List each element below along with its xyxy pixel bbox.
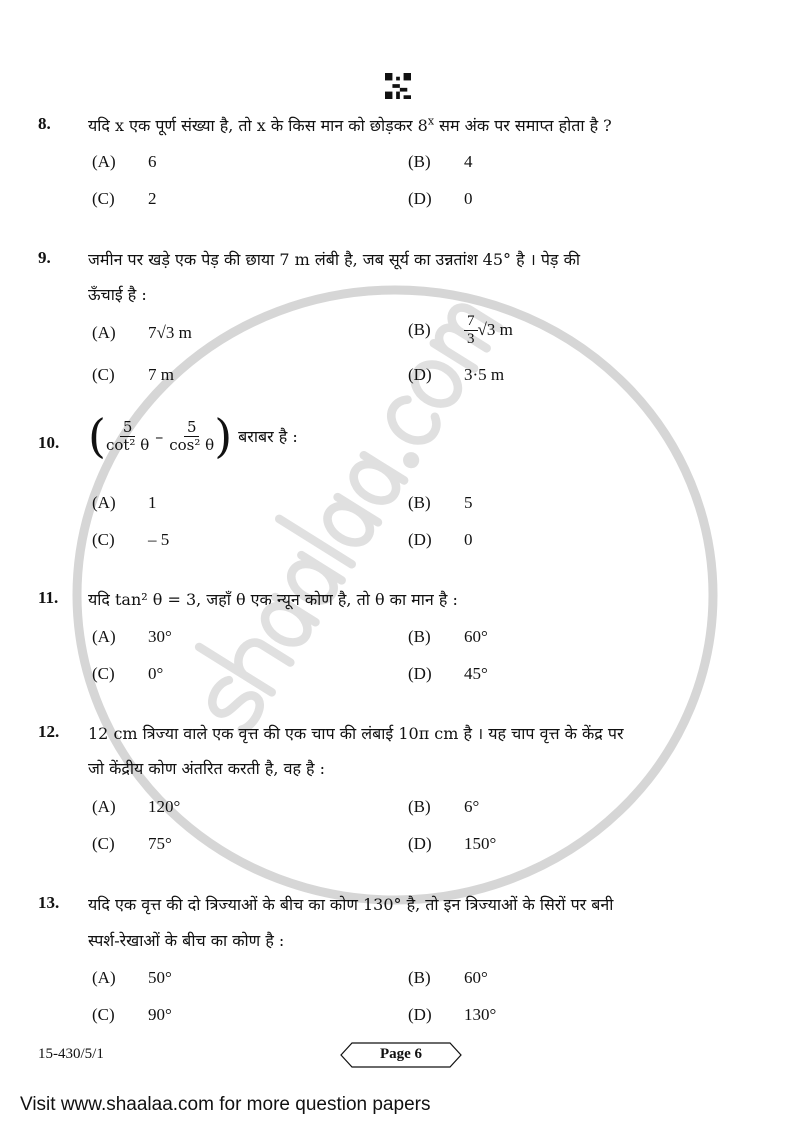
question-number: 8. (38, 114, 51, 133)
option-a[interactable] (92, 797, 180, 817)
option-label: (D) (408, 365, 432, 384)
question-number: 10. (38, 433, 60, 452)
option-d[interactable] (408, 664, 488, 684)
option-label: (C) (92, 189, 115, 208)
option-value: 75° (148, 834, 172, 853)
option-b[interactable] (408, 968, 488, 988)
option-a[interactable] (92, 493, 157, 513)
option-label: (B) (408, 152, 431, 171)
option-value: 3·5 m (464, 365, 505, 384)
option-d[interactable] (408, 530, 473, 550)
option-value: 30° (148, 627, 172, 646)
denominator: cot² θ (105, 435, 150, 454)
option-label: (A) (92, 152, 116, 171)
option-value: 7√3 m (148, 323, 192, 342)
option-label: (B) (408, 627, 431, 646)
question-text (88, 409, 298, 463)
option-b[interactable] (408, 493, 473, 513)
question-text-line2: स्पर्श-रेखाओं के बीच का कोण है : (88, 931, 285, 950)
option-label: (D) (408, 834, 432, 853)
option-label: (D) (408, 530, 432, 549)
option-b[interactable] (408, 797, 479, 817)
question-text-part: सम अंक पर समाप्त होता है ? (434, 116, 612, 135)
option-a[interactable] (92, 627, 172, 647)
option-value: 90° (148, 1005, 172, 1024)
option-label: (C) (92, 1005, 115, 1024)
page-number: Page 6 (379, 1046, 423, 1062)
option-a[interactable] (92, 323, 192, 343)
option-label: (B) (408, 320, 431, 339)
question-number: 11. (38, 588, 59, 607)
question-number: 13. (38, 893, 60, 912)
option-c[interactable] (92, 530, 169, 550)
option-c[interactable] (92, 1005, 172, 1025)
denominator: 3 (467, 330, 475, 347)
option-c[interactable] (92, 365, 174, 385)
option-label: (D) (408, 1005, 432, 1024)
numerator: 5 (120, 419, 136, 437)
question-text: यदि एक वृत्त की दो त्रिज्याओं के बीच का कोण 130° है, तो इन त्रिज्याओं के सिरों पर बनी (88, 895, 614, 914)
option-label: (C) (92, 664, 115, 683)
numerator: 7 (464, 313, 478, 331)
option-b[interactable] (408, 627, 488, 647)
question-text: जमीन पर खड़े एक पेड़ की छाया 7 m लंबी है, जब सूर्य का उन्नतांश 45° है । पेड़ की (88, 250, 581, 269)
fraction (464, 313, 478, 347)
option-value: 120° (148, 797, 181, 816)
denominator: cos² θ (169, 435, 215, 454)
option-value: 2 (148, 189, 157, 208)
numerator: 5 (184, 419, 200, 437)
question-text-tail: बराबर है : (238, 427, 298, 446)
option-value: 0 (464, 530, 473, 549)
option-value: 150° (464, 834, 497, 853)
option-label: (C) (92, 530, 115, 549)
option-a[interactable] (92, 968, 172, 988)
option-label: (B) (408, 968, 431, 987)
option-label: (D) (408, 664, 432, 683)
qr-code-icon (385, 73, 411, 99)
question-text-line2: जो केंद्रीय कोण अंतरित करती है, वह है : (88, 759, 326, 778)
question-text: 12 cm त्रिज्या वाले एक वृत्त की एक चाप की लंबाई 10π cm है । यह चाप वृत्त के केंद्र पर (88, 724, 624, 743)
fraction (169, 419, 214, 453)
option-label: (A) (92, 968, 116, 987)
question-number: 9. (38, 248, 51, 267)
option-value: 0 (464, 189, 473, 208)
option-value: 60° (464, 627, 488, 646)
paren-open: ( (88, 409, 106, 463)
option-d[interactable] (408, 189, 473, 209)
option-label: (A) (92, 493, 116, 512)
option-value: 6 (148, 152, 157, 171)
option-value: 0° (148, 664, 164, 683)
option-b[interactable] (408, 152, 473, 172)
paper-code: 15-430/5/1 (38, 1046, 104, 1062)
option-value: 60° (464, 968, 488, 987)
option-a[interactable] (92, 152, 157, 172)
option-label: (C) (92, 834, 115, 853)
option-value: 50° (148, 968, 172, 987)
option-b[interactable] (408, 313, 513, 347)
option-label: (A) (92, 323, 116, 342)
option-value: 7 m (148, 365, 174, 384)
option-c[interactable] (92, 664, 163, 684)
option-c[interactable] (92, 834, 172, 854)
option-label: (C) (92, 365, 115, 384)
option-value: 4 (464, 152, 473, 171)
question-text: यदि tan² θ = 3, जहाँ θ एक न्यून कोण है, तो θ का मान है : (88, 590, 458, 609)
fraction (106, 419, 149, 453)
option-c[interactable] (92, 189, 157, 209)
option-value: 45° (464, 664, 488, 683)
option-value: √3 m (477, 320, 513, 339)
option-d[interactable] (408, 1005, 496, 1025)
option-label: (A) (92, 627, 116, 646)
question-number: 12. (38, 722, 60, 741)
option-label: (B) (408, 797, 431, 816)
option-d[interactable] (408, 365, 504, 385)
option-value: – 5 (148, 530, 170, 549)
option-value: 5 (464, 493, 473, 512)
option-value: 130° (464, 1005, 497, 1024)
option-label: (A) (92, 797, 116, 816)
bottom-note: Visit www.shaalaa.com for more question papers (20, 1094, 431, 1115)
paren-close: ) (214, 409, 233, 463)
option-value: 1 (148, 493, 157, 512)
minus-sign: – (155, 426, 164, 446)
question-text-line2: ऊँचाई है : (88, 285, 147, 304)
question-text-part: यदि x एक पूर्ण संख्या है, तो x के किस मान को छोड़कर 8 (88, 116, 428, 135)
exponent: x (427, 114, 435, 128)
option-label: (B) (408, 493, 431, 512)
option-value: 6° (464, 797, 480, 816)
question-text (88, 114, 612, 136)
option-label: (D) (408, 189, 432, 208)
option-d[interactable] (408, 834, 496, 854)
